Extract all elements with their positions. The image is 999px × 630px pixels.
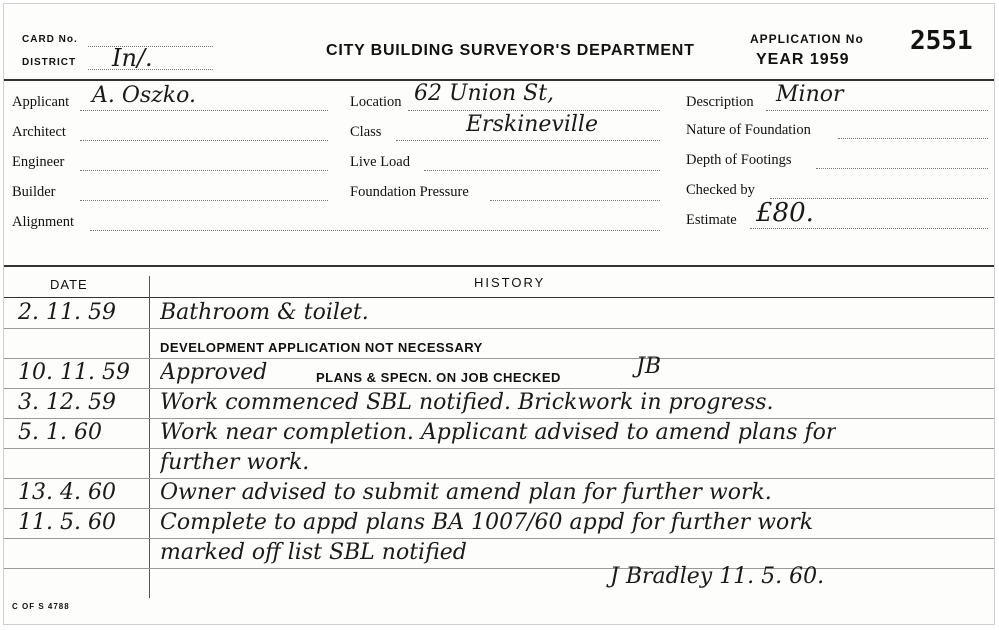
history-date: 13. 4. 60 (18, 480, 116, 505)
estimate-label: Estimate (686, 212, 737, 228)
applicant-dots (80, 110, 328, 111)
district-label: DISTRICT (22, 57, 77, 68)
history-row-rule (4, 508, 994, 509)
building-record-card (3, 3, 995, 625)
history-initials: JB (636, 354, 661, 379)
builder-dots (80, 200, 328, 201)
class-dots (396, 140, 660, 141)
history-row (4, 390, 994, 420)
description-value: Minor (776, 82, 844, 107)
year-label: YEAR 1959 (756, 51, 850, 68)
history-row (4, 330, 994, 360)
engineer-dots (80, 170, 328, 171)
history-entry: Complete to appd plans BA 1007/60 appd for further work (160, 510, 814, 535)
architect-label: Architect (12, 124, 66, 140)
history-entry: Owner advised to submit amend plan for further work. (160, 480, 772, 505)
district-value: In/. (112, 44, 153, 72)
estimate-value: £80. (756, 198, 814, 228)
history-row-rule (4, 418, 994, 419)
history-row (4, 480, 994, 510)
location-dots (408, 110, 660, 111)
location-value: 62 Union St, (414, 81, 555, 106)
application-number: 2551 (910, 26, 973, 56)
signature: J Bradley 11. 5. 60. (610, 564, 825, 589)
architect-dots (80, 140, 328, 141)
history-row (4, 450, 994, 480)
history-header-rule (4, 297, 994, 298)
history-header: HISTORY (474, 275, 546, 290)
engineer-label: Engineer (12, 154, 65, 170)
history-entry: marked off list SBL notified (160, 540, 467, 565)
history-row (4, 510, 994, 540)
class-label: Class (350, 124, 382, 140)
alignment-dots (90, 230, 660, 231)
history-stamp: DEVELOPMENT APPLICATION NOT NECESSARY (160, 340, 483, 355)
history-entry: Work commenced SBL notified. Brickwork in progress. (160, 390, 774, 415)
depth-of-footings-dots (816, 168, 988, 169)
history-row (4, 420, 994, 450)
form-code: C OF S 4788 (12, 602, 70, 611)
department-title: CITY BUILDING SURVEYOR'S DEPARTMENT (326, 42, 695, 59)
applicant-value: A. Oszko. (92, 83, 196, 108)
foundation-pressure-label: Foundation Pressure (350, 184, 469, 200)
live-load-label: Live Load (350, 154, 410, 170)
checked-by-label: Checked by (686, 182, 755, 198)
history-row-rule (4, 358, 994, 359)
history-top-rule (4, 265, 994, 267)
history-row-rule (4, 448, 994, 449)
history-row (4, 354, 994, 390)
nature-of-foundation-dots (838, 138, 988, 139)
depth-of-footings-label: Depth of Footings (686, 152, 792, 168)
history-entry: Work near completion. Applicant advised to amend plans for (160, 420, 837, 445)
history-date: 5. 1. 60 (18, 420, 102, 445)
nature-of-foundation-label: Nature of Foundation (686, 122, 811, 138)
live-load-dots (424, 170, 660, 171)
description-label: Description (686, 94, 754, 110)
applicant-label: Applicant (12, 94, 70, 110)
history-row (4, 540, 994, 570)
history-date: 11. 5. 60 (18, 510, 116, 535)
history-row-rule (4, 538, 994, 539)
history-row-rule (4, 568, 994, 569)
history-stamp: PLANS & SPECN. ON JOB CHECKED (316, 370, 561, 385)
history-date: 10. 11. 59 (18, 360, 130, 385)
history-row-rule (4, 328, 994, 329)
card-no-label: CARD No. (22, 34, 78, 45)
estimate-dots (750, 228, 988, 229)
history-row-rule (4, 388, 994, 389)
history-entry: Bathroom & toilet. (160, 300, 369, 325)
alignment-label: Alignment (12, 214, 75, 230)
builder-label: Builder (12, 184, 56, 200)
location-label: Location (350, 94, 402, 110)
history-entry: further work. (160, 450, 310, 475)
class-value: Erskineville (466, 112, 598, 137)
history-date: 3. 12. 59 (18, 390, 116, 415)
history-row-rule (4, 478, 994, 479)
description-dots (766, 110, 988, 111)
date-header: DATE (50, 277, 88, 292)
history-date: 2. 11. 59 (18, 300, 116, 325)
history-entry: Approved (160, 360, 268, 385)
application-no-label: APPLICATION No (750, 32, 864, 46)
history-row (4, 300, 994, 330)
foundation-pressure-dots (490, 200, 660, 201)
